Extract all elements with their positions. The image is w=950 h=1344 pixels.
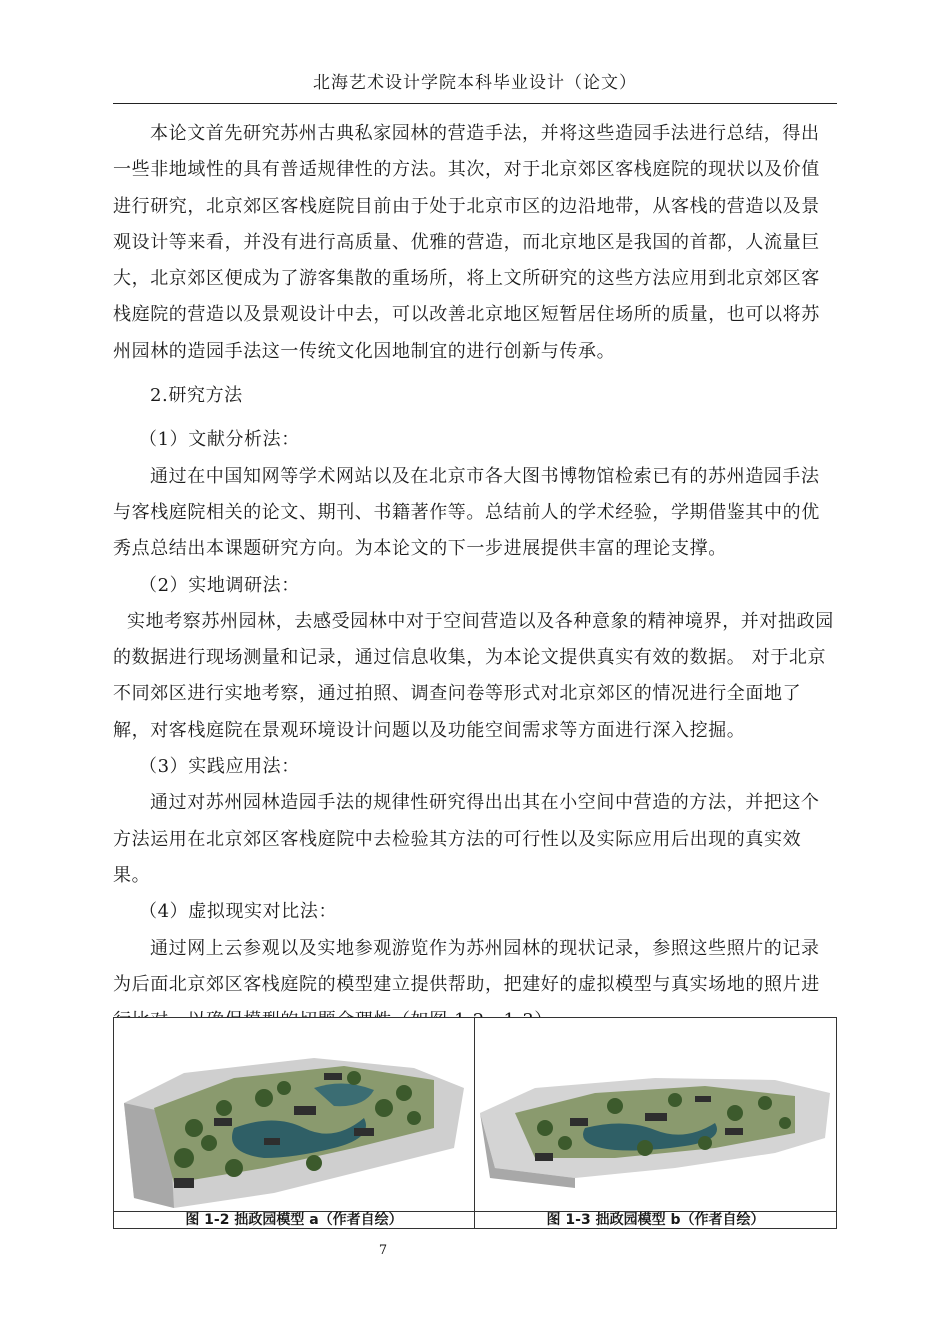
page-header: 北海艺术设计学院本科毕业设计（论文） <box>313 73 637 93</box>
method-1-title: （1）文献分析法： <box>139 429 300 451</box>
figure-b-image <box>475 1018 836 1211</box>
intro-paragraph: 本论文首先研究苏州古典私家园林的营造手法，并将这些造园手法进行总结，得出一些非地域性的具有普适规律性的方法。其次，对于北京郊区客栈庭院的现状以及价值进行研究，北京郊区客栈庭院目前由于处于北京市区的边沿地带，从客栈的营造以及景观设计等来看，并没有进行高质量、优雅的营造，而北京地区是我国的首都，人流量巨大，北京郊区便成为了游客集散的重场所，将上文所研究的这些方法应用到北京郊区客栈庭院的营造以及景观设计中去，可以改善北京地区短暂居住场所的质量，也可以将苏州园林的造园手法这一传统文化因地制宜的进行创新与传承。 <box>113 123 820 362</box>
garden-model-b-illustration <box>475 1018 836 1211</box>
caption-row <box>114 1211 836 1229</box>
header-rule <box>113 103 837 104</box>
section-heading: 2.研究方法 <box>150 385 243 407</box>
figure-table <box>113 1017 837 1229</box>
page-number: 7 <box>378 1243 388 1258</box>
method-2-body: 实地考察苏州园林，去感受园林中对于空间营造以及各种意象的精神境界，并对拙政园的数据进行现场测量和记录，通过信息收集，为本论文提供真实有效的数据。 对于北京不同郊区进行实地考察，通过拍照、调查问卷等形式对北京郊区的情况进行全面地了解，对客栈庭院在景观环境设计问题以及功能空间需求等方面进行深入挖掘。 <box>113 610 834 741</box>
method-4-title: （4）虚拟现实对比法： <box>139 901 338 923</box>
figure-a-image <box>114 1018 475 1211</box>
method-1-body: 通过在中国知网等学术网站以及在北京市各大图书博物馆检索已有的苏州造园手法与客栈庭院相关的论文、期刊、书籍著作等。总结前人的学术经验，学期借鉴其中的优秀点总结出本课题研究方向。为本论文的下一步进展提供丰富的理论支撑。 <box>113 465 820 560</box>
body-text <box>113 116 837 1039</box>
figure-a-caption: 图 1-2 拙政园模型 a（作者自绘） <box>114 1212 475 1229</box>
method-4-body: 通过网上云参观以及实地参观游览作为苏州园林的现状记录，参照这些照片的记录为后面北京郊区客栈庭院的模型建立提供帮助，把建好的虚拟模型与真实场地的照片进 <box>113 937 820 995</box>
method-2-title: （2）实地调研法： <box>139 574 300 596</box>
method-3-title: （3）实践应用法： <box>139 756 300 778</box>
method-3-body: 通过对苏州园林造园手法的规律性研究得出出其在小空间中营造的方法，并把这个方法运用在北京郊区客栈庭院中去检验其方法的可行性以及实际应用后出现的真实效果。 <box>113 792 820 886</box>
figure-b-caption: 图 1-3 拙政园模型 b（作者自绘） <box>546 1212 765 1228</box>
garden-model-a-illustration <box>114 1018 474 1211</box>
